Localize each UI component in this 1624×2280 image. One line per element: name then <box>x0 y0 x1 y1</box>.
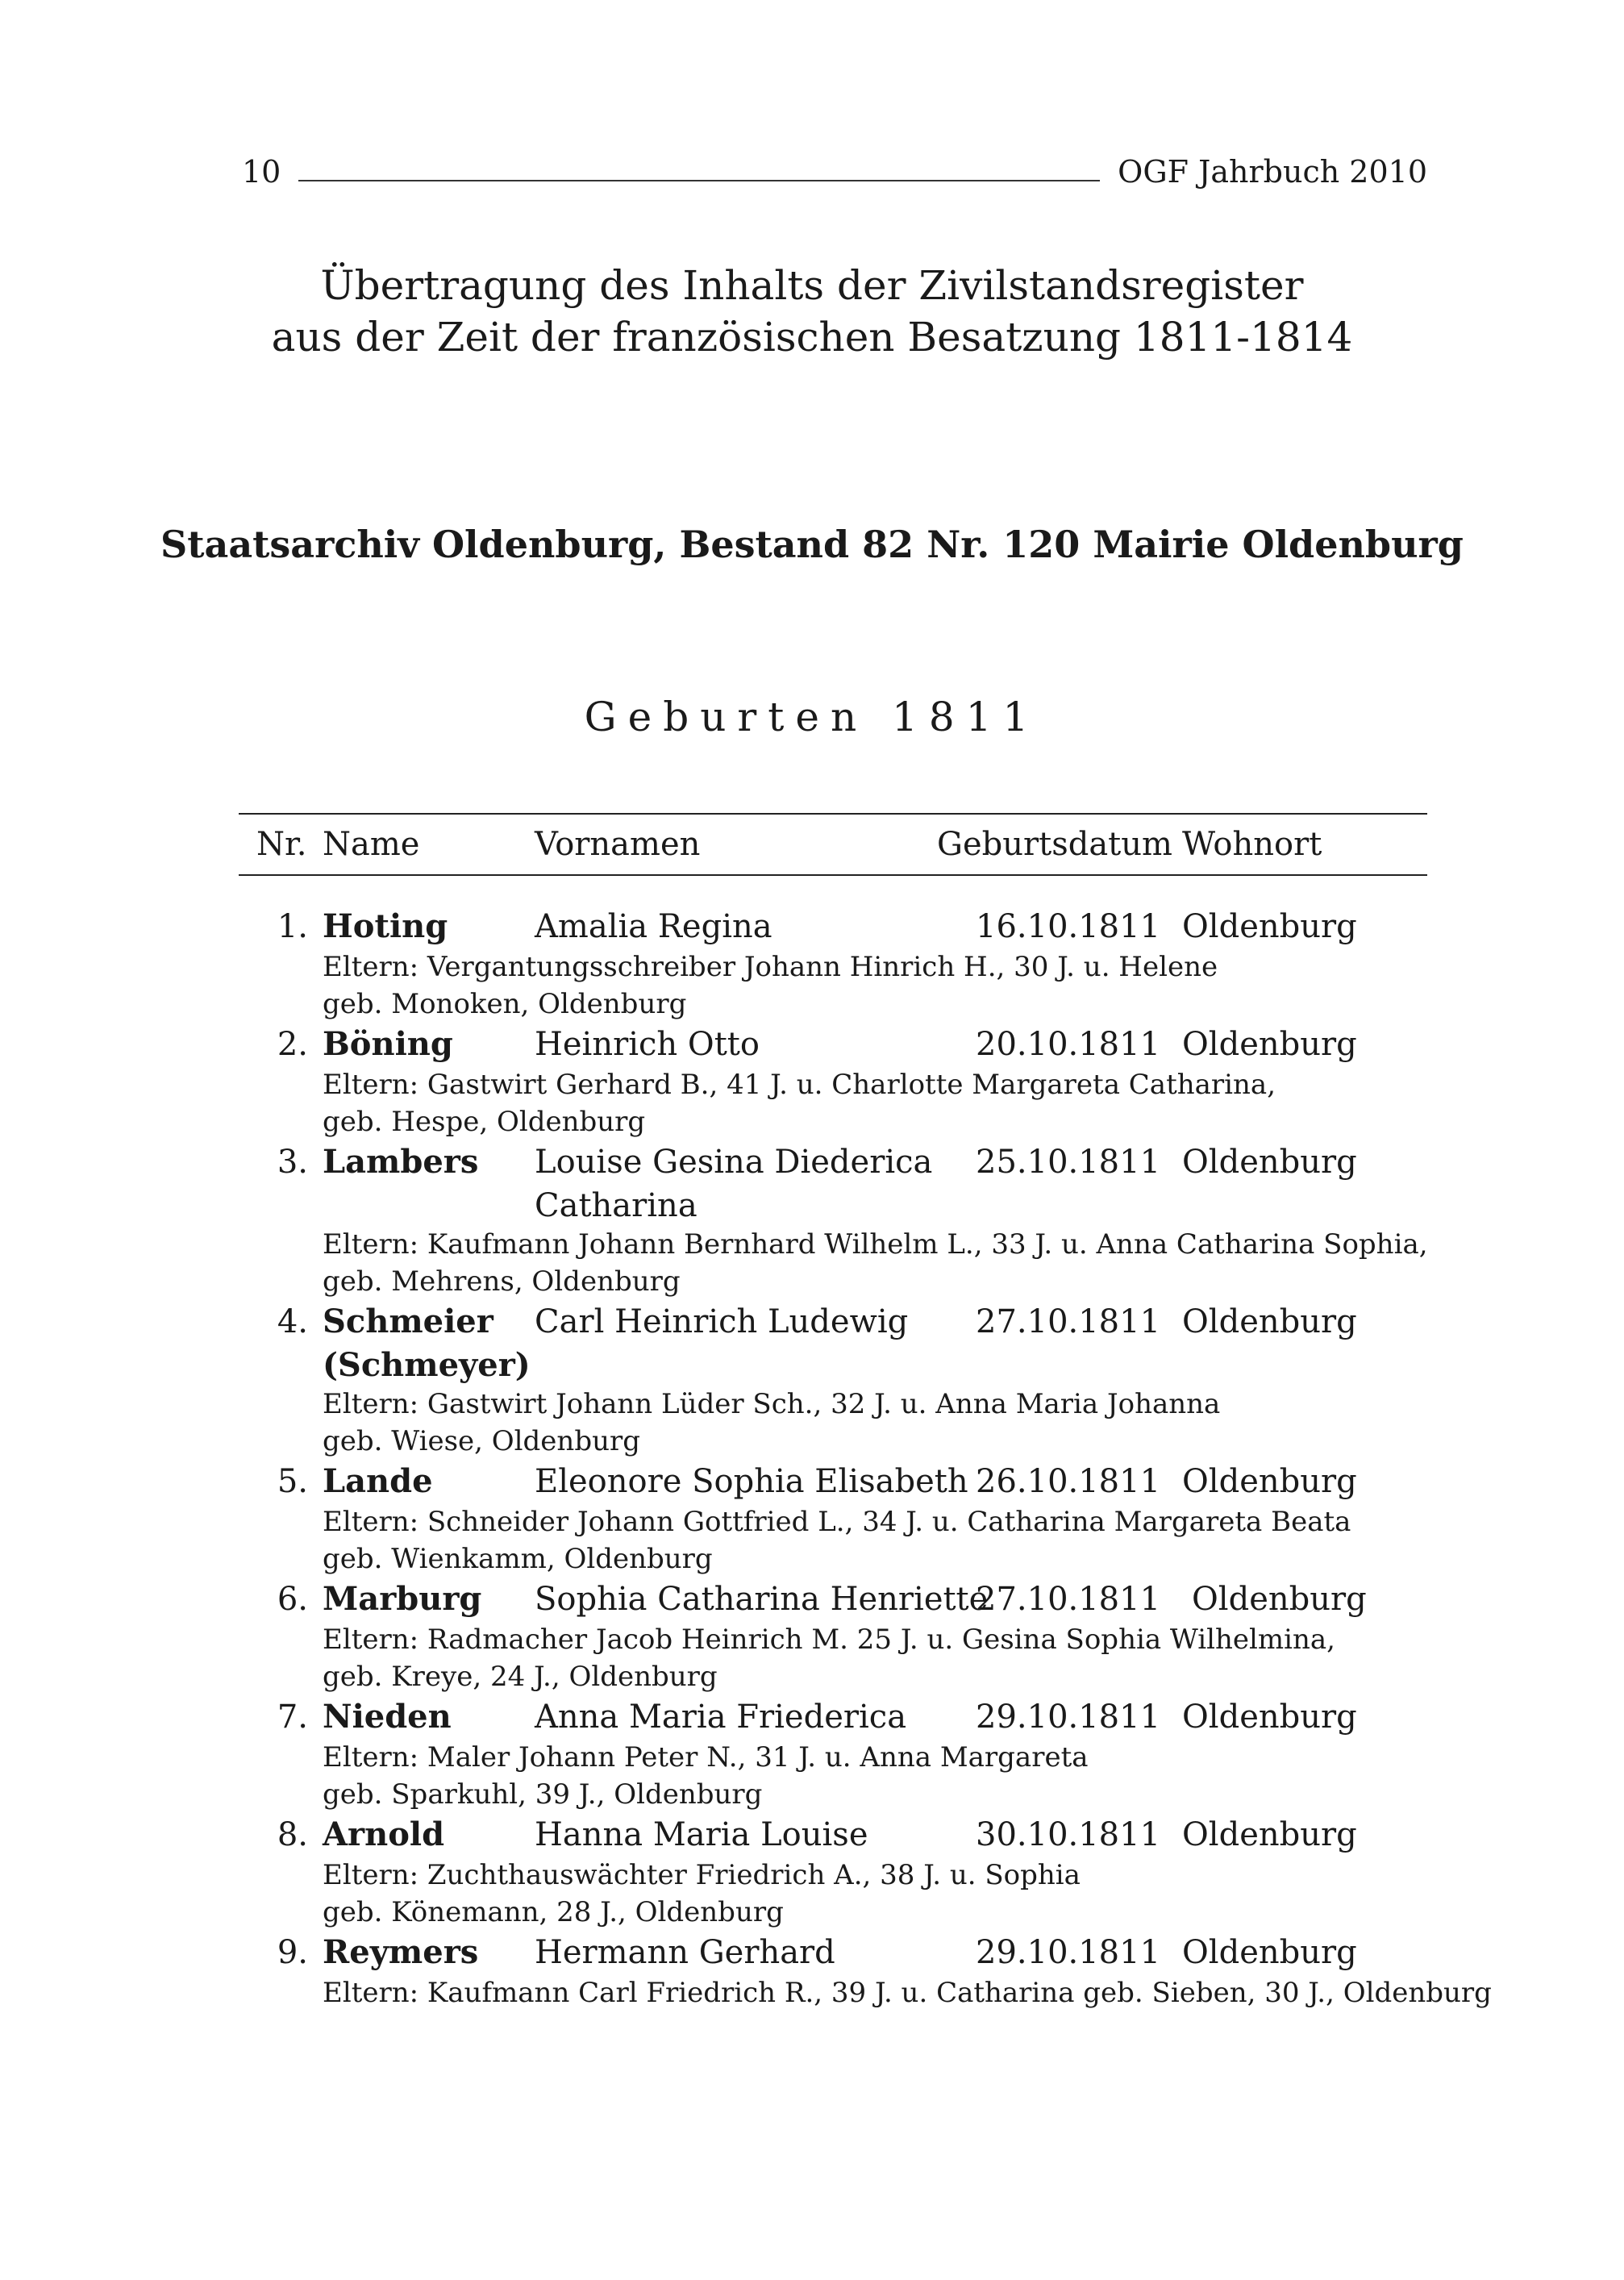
register-entry <box>0 1695 1624 1813</box>
column-header-nr: Nr. <box>256 826 307 863</box>
entry-surname: Nieden <box>323 1698 452 1736</box>
column-header-vornamen: Vornamen <box>535 826 701 863</box>
entry-surname: Marburg <box>323 1580 482 1618</box>
entry-given-names: Anna Maria Friederica <box>535 1699 907 1736</box>
entry-given-names: Sophia Catharina Henriette <box>535 1581 989 1618</box>
entry-number: 8. <box>277 1816 308 1853</box>
entry-given-names: Hermann Gerhard <box>535 1934 835 1971</box>
entry-parents-line-2: geb. Sparkuhl, 39 J., Oldenburg <box>323 1778 763 1811</box>
register-entry <box>0 1300 1624 1460</box>
entry-main-row <box>0 1300 1624 1344</box>
register-entry <box>0 1578 1624 1695</box>
entry-parents-line-2: geb. Hespe, Oldenburg <box>323 1106 646 1138</box>
entry-parents-line-1: Eltern: Schneider Johann Gottfried L., 34 J. u. Catharina Margareta Beata <box>323 1506 1351 1538</box>
register-entry <box>0 1931 1624 2011</box>
entry-birth-date: 25.10.1811 <box>976 1144 1161 1181</box>
column-header-geburtsdatum: Geburtsdatum <box>937 826 1172 863</box>
entry-number: 2. <box>277 1026 308 1063</box>
entry-surname: Lande <box>323 1462 433 1500</box>
running-head <box>242 149 1427 190</box>
entry-number: 1. <box>277 908 308 945</box>
entry-surname: Reymers <box>323 1933 479 1971</box>
entry-residence: Oldenburg <box>1182 1463 1357 1500</box>
entry-birth-date: 29.10.1811 <box>976 1699 1161 1736</box>
title-line-1: Übertragung des Inhalts der Zivilstandsregister <box>320 262 1304 309</box>
entry-surname-variant: (Schmeyer) <box>323 1346 531 1384</box>
entry-parents-line-2: geb. Kreye, 24 J., Oldenburg <box>323 1661 718 1693</box>
page-number: 10 <box>242 154 281 190</box>
entry-given-names: Amalia Regina <box>535 908 772 945</box>
entry-birth-date: 27.10.1811 <box>976 1581 1161 1618</box>
entry-parents-line-1: Eltern: Gastwirt Johann Lüder Sch., 32 J. u. Anna Maria Johanna <box>323 1388 1221 1420</box>
entry-continuation-row <box>0 1184 1624 1226</box>
entry-parents-line-2: geb. Mehrens, Oldenburg <box>323 1265 681 1298</box>
entry-surname: Böning <box>323 1025 453 1063</box>
entry-given-names: Carl Heinrich Ludewig <box>535 1303 909 1340</box>
entry-birth-date: 20.10.1811 <box>976 1026 1161 1063</box>
entry-number: 5. <box>277 1463 308 1500</box>
entry-residence: Oldenburg <box>1182 1699 1357 1736</box>
entry-birth-date: 26.10.1811 <box>976 1463 1161 1500</box>
entry-number: 9. <box>277 1934 308 1971</box>
entry-residence: Oldenburg <box>1182 1026 1357 1063</box>
entry-main-row <box>0 1813 1624 1857</box>
entry-parents-line-2: geb. Wienkamm, Oldenburg <box>323 1543 713 1575</box>
birth-register-list <box>0 905 1624 2011</box>
entry-main-row <box>0 1460 1624 1503</box>
entry-given-names-continued: Catharina <box>535 1187 697 1224</box>
entry-parents-line-1: Eltern: Vergantungsschreiber Johann Hinrich H., 30 J. u. Helene <box>323 951 1218 983</box>
entry-parents-line-1: Eltern: Zuchthauswächter Friedrich A., 38 J. u. Sophia <box>323 1859 1081 1891</box>
entry-main-row <box>0 1578 1624 1621</box>
entry-number: 4. <box>277 1303 308 1340</box>
register-entry <box>0 1140 1624 1300</box>
register-entry <box>0 1023 1624 1140</box>
entry-parents-line-1: Eltern: Maler Johann Peter N., 31 J. u. Anna Margareta <box>323 1741 1089 1774</box>
entry-main-row <box>0 905 1624 948</box>
column-header-wohnort: Wohnort <box>1182 826 1322 863</box>
register-entry <box>0 905 1624 1023</box>
entry-parents-line-1: Eltern: Radmacher Jacob Heinrich M. 25 J. u. Gesina Sophia Wilhelmina, <box>323 1624 1335 1656</box>
journal-title: OGF Jahrbuch 2010 <box>1118 154 1427 190</box>
entry-main-row <box>0 1140 1624 1184</box>
entry-parents-line-2: geb. Könemann, 28 J., Oldenburg <box>323 1896 784 1928</box>
entry-given-names: Louise Gesina Diederica <box>535 1144 933 1181</box>
entry-surname: Lambers <box>323 1143 479 1181</box>
archive-reference: Staatsarchiv Oldenburg, Bestand 82 Nr. 120 Mairie Oldenburg <box>160 523 1464 566</box>
entry-residence: Oldenburg <box>1192 1581 1367 1618</box>
entry-continuation-row <box>0 1344 1624 1386</box>
entry-number: 6. <box>277 1581 308 1618</box>
entry-parents-line-1: Eltern: Kaufmann Carl Friedrich R., 39 J. u. Catharina geb. Sieben, 30 J., Oldenburg <box>323 1977 1492 2009</box>
table-header <box>239 813 1427 876</box>
entry-parents-line-2: geb. Monoken, Oldenburg <box>323 988 687 1020</box>
entry-residence: Oldenburg <box>1182 1303 1357 1340</box>
entry-given-names: Heinrich Otto <box>535 1026 760 1063</box>
entry-given-names: Hanna Maria Louise <box>535 1816 868 1853</box>
register-entry <box>0 1813 1624 1931</box>
entry-birth-date: 30.10.1811 <box>976 1816 1161 1853</box>
entry-birth-date: 27.10.1811 <box>976 1303 1161 1340</box>
entry-main-row <box>0 1931 1624 1974</box>
register-entry <box>0 1460 1624 1578</box>
entry-parents-line-2: geb. Wiese, Oldenburg <box>323 1425 641 1457</box>
entry-residence: Oldenburg <box>1182 1934 1357 1971</box>
entry-given-names: Eleonore Sophia Elisabeth <box>535 1463 968 1500</box>
entry-birth-date: 29.10.1811 <box>976 1934 1161 1971</box>
entry-residence: Oldenburg <box>1182 1144 1357 1181</box>
entry-residence: Oldenburg <box>1182 1816 1357 1853</box>
entry-parents-line-1: Eltern: Kaufmann Johann Bernhard Wilhelm L., 33 J. u. Anna Catharina Sophia, <box>323 1228 1428 1261</box>
column-header-name: Name <box>323 826 420 863</box>
entry-number: 3. <box>277 1144 308 1181</box>
entry-number: 7. <box>277 1699 308 1736</box>
entry-birth-date: 16.10.1811 <box>976 908 1161 945</box>
page-title <box>0 260 1624 363</box>
section-heading: Geburten 1811 <box>584 694 1040 740</box>
header-rule <box>298 180 1100 181</box>
title-line-2: aus der Zeit der französischen Besatzung 1811-1814 <box>271 314 1353 361</box>
entry-main-row <box>0 1695 1624 1739</box>
entry-main-row <box>0 1023 1624 1066</box>
entry-residence: Oldenburg <box>1182 908 1357 945</box>
entry-parents-line-1: Eltern: Gastwirt Gerhard B., 41 J. u. Charlotte Margareta Catharina, <box>323 1069 1276 1101</box>
entry-surname: Schmeier <box>323 1303 493 1340</box>
entry-surname: Hoting <box>323 907 448 945</box>
entry-surname: Arnold <box>323 1815 445 1853</box>
